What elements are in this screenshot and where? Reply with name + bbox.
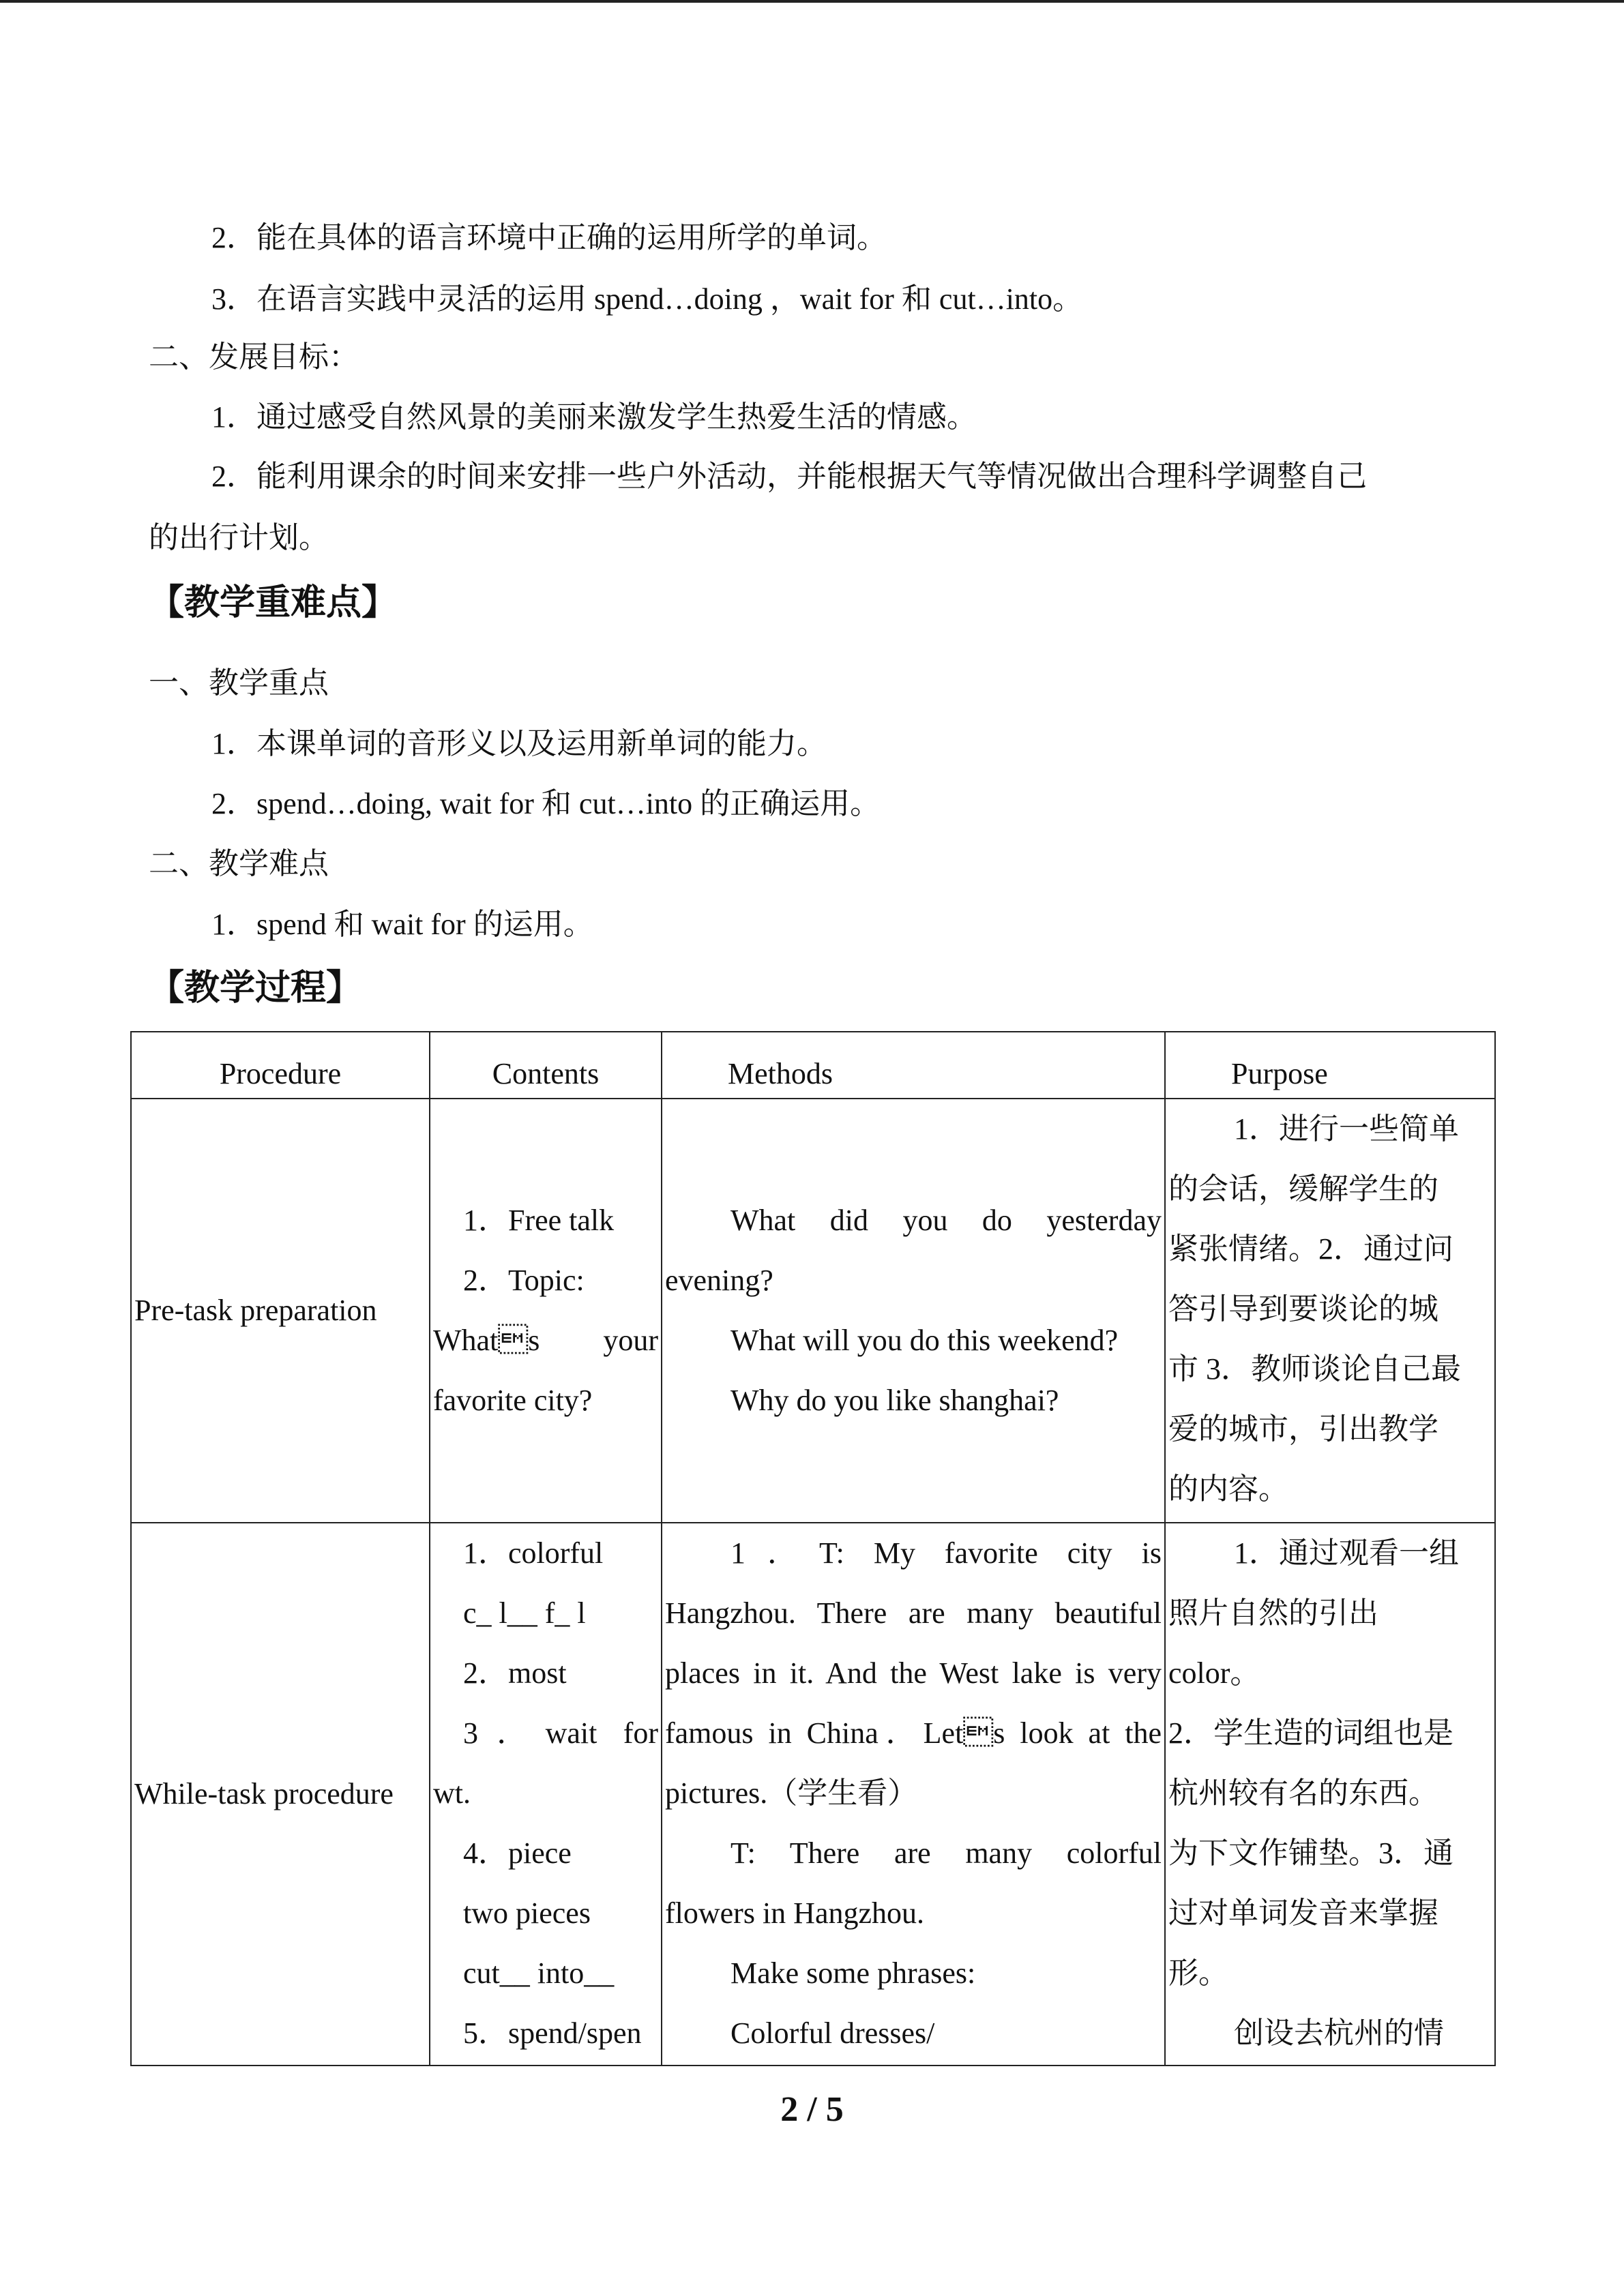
section-heading-key-points: 【教学重难点】 [149, 582, 398, 623]
contents-cell [430, 1099, 662, 1523]
purpose-cell [1165, 1099, 1495, 1523]
methods-line: evening? [665, 1264, 773, 1297]
methods-line: What will you do this weekend? [730, 1324, 1119, 1357]
contents-line: 2．most [463, 1656, 567, 1690]
purpose-line: 2．学生造的词组也是 [1168, 1716, 1453, 1750]
contents-line: wt. [433, 1776, 471, 1810]
key-point-2: 2．spend…doing, wait for 和 cut…into 的正确运用。 [211, 787, 881, 820]
contents-line: 2．Topic: [463, 1264, 585, 1297]
methods-line: places in it. And the West lake is very [665, 1656, 1162, 1690]
teaching-process-table [130, 1031, 1496, 2066]
methods-line: Hangzhou. There are many beautiful [665, 1596, 1162, 1630]
contents-line: 5．spend/spen [463, 2016, 642, 2050]
header-procedure: Procedure [131, 1032, 430, 1099]
purpose-line: 紧张情绪。2．通过问 [1168, 1232, 1453, 1266]
methods-line: Why do you like shanghai? [730, 1384, 1059, 1417]
purpose-line: 照片自然的引出 [1168, 1596, 1378, 1630]
procedure-cell: While-task procedure [131, 1523, 430, 2066]
table-header-row [131, 1032, 1495, 1099]
development-goal-2-cont: 的出行计划。 [149, 521, 329, 554]
purpose-line: 形。 [1168, 1956, 1228, 1990]
page-number: 2 / 5 [780, 2090, 844, 2129]
section-heading-process: 【教学过程】 [149, 968, 362, 1009]
development-goal-2: 2．能利用课余的时间来安排一些户外活动，并能根据天气等情况做出合理科学调整自己 [211, 460, 1367, 493]
difficult-points-title: 二、教学难点 [149, 847, 329, 880]
purpose-line: 的内容。 [1168, 1472, 1288, 1506]
table-row-while-task [131, 1523, 1495, 2066]
contents-line: cut__ into__ [463, 1956, 615, 1990]
contents-line: 1．colorful [463, 1536, 604, 1570]
development-goal-1: 1．通过感受自然风景的美丽来激发学生热爱生活的情感。 [211, 400, 977, 434]
contents-cell [430, 1523, 662, 2066]
difficult-point-1: 1．spend 和 wait for 的运用。 [211, 908, 593, 941]
key-points-title: 一、教学重点 [149, 666, 329, 700]
methods-line: 1．T: My favorite city is [730, 1536, 1162, 1570]
objective-2: 2．能在具体的语言环境中正确的运用所学的单词。 [211, 221, 887, 254]
purpose-line: 为下文作铺垫。3．通 [1168, 1836, 1453, 1870]
procedure-cell: Pre-task preparation [131, 1099, 430, 1523]
methods-line: T: There are many colorful [730, 1836, 1162, 1870]
purpose-line: 答引导到要谈论的城 [1168, 1292, 1438, 1326]
key-point-1: 1．本课单词的音形义以及运用新单词的能力。 [211, 727, 827, 760]
methods-line: Make some phrases: [730, 1956, 976, 1990]
contents-line: 3．wait for [463, 1716, 658, 1750]
development-goals-title: 二、发展目标： [149, 340, 359, 374]
purpose-line: 创设去杭州的情 [1234, 2016, 1444, 2050]
methods-line: pictures.（学生看） [665, 1776, 918, 1810]
contents-line: 4．piece [463, 1836, 572, 1870]
contents-line: 1．Free talk [463, 1204, 615, 1237]
methods-line: What did you do yesterday [730, 1204, 1162, 1237]
methods-cell [662, 1099, 1165, 1523]
methods-cell [662, 1523, 1165, 2066]
purpose-cell [1165, 1523, 1495, 2066]
header-contents: Contents [430, 1032, 662, 1099]
methods-line: flowers in Hangzhou. [665, 1896, 925, 1930]
table-row-pre-task [131, 1099, 1495, 1523]
purpose-line: 杭州较有名的东西。 [1168, 1776, 1438, 1810]
objective-3: 3．在语言实践中灵活的运用 spend…doing ，wait for 和 cut…into。 [211, 282, 1083, 316]
purpose-line: 爱的城市，引出教学 [1168, 1412, 1438, 1446]
contents-line: Whats your [433, 1324, 658, 1357]
purpose-line: 1．通过观看一组 [1234, 1536, 1459, 1570]
purpose-line: 1．进行一些简单 [1234, 1112, 1459, 1146]
methods-line: Colorful dresses/ [730, 2016, 935, 2050]
purpose-line: color。 [1168, 1656, 1260, 1690]
header-purpose: Purpose [1165, 1032, 1495, 1099]
methods-line: famous in China．Lets look at the [665, 1716, 1162, 1750]
contents-line: c_ l__ f_ l [463, 1596, 586, 1630]
header-methods: Methods [662, 1032, 1165, 1099]
purpose-line: 的会话，缓解学生的 [1168, 1172, 1438, 1206]
contents-line: two pieces [463, 1896, 591, 1930]
purpose-line: 市 3．教师谈论自己最 [1168, 1352, 1461, 1386]
contents-line: favorite city? [433, 1384, 593, 1417]
purpose-line: 过对单词发音来掌握 [1168, 1896, 1438, 1930]
